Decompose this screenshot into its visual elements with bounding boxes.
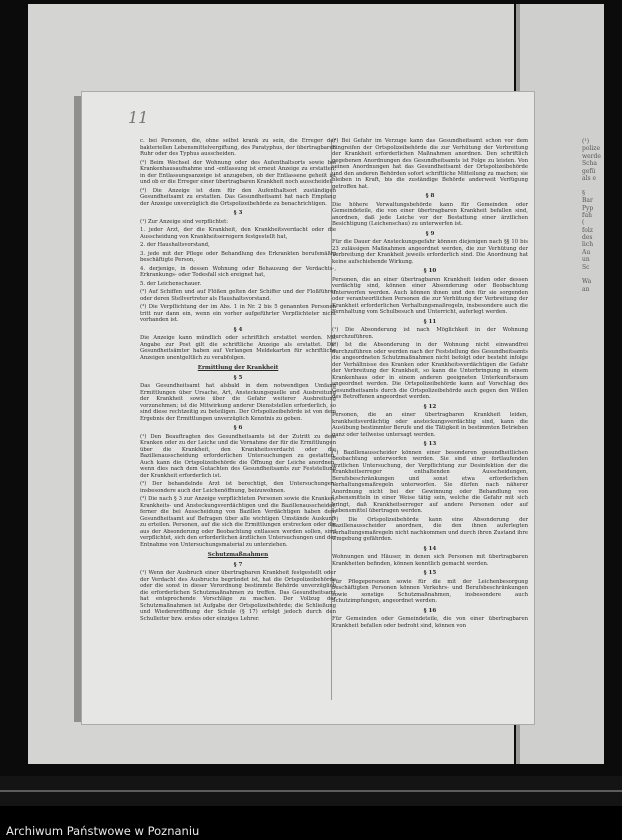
fragment-line: Au — [582, 248, 591, 256]
fragment-line: § — [582, 189, 585, 197]
page-shadow — [74, 96, 82, 722]
fragment-line — [582, 271, 601, 278]
paragraph: 2. der Haushaltsvorstand, — [140, 242, 210, 248]
paragraph: (²) Auf Schiffen und auf Flößen gelten der Schiffer und der Floßführer oder deren Stellvertreter als Haushaltsvorstand. — [140, 289, 336, 302]
paragraph: Die Anzeige kann mündlich oder schriftlich erstattet werden. Mit Angabe zur Post gilt die schriftliche Anzeige als erstattet. Die Gesundheitsämter haben auf Verlangen Meldekarten für schriftliche Anzeigen unentgeltlich zu verabfolgen. — [140, 335, 336, 361]
fragment-line — [582, 293, 601, 300]
section-number: § 9 — [425, 230, 435, 237]
section-number: § 6 — [233, 425, 243, 431]
section-number: § 16 — [423, 607, 437, 614]
scanner-edge-band — [0, 776, 622, 806]
left-text-column — [140, 138, 336, 624]
fragment-line: gefü — [582, 167, 596, 175]
paragraph: Personen, die an einer übertragbaren Krankheit leiden, krankheitsverdächtig oder ansteckungsverdächtig sind, kann die Ausübung bestimmter Berufe und die Tätigkeit in bestimmten Betrieben ganz oder teilweise untersagt werden. — [332, 412, 528, 438]
paragraph: (¹) Die Absonderung ist nach Möglichkeit in der Wohnung durchzuführen. — [332, 327, 528, 340]
fragment-line: lich — [582, 241, 594, 249]
fragment-line: polize — [582, 145, 601, 153]
paragraph: 3. jede mit der Pflege oder Behandlung des Erkrankten berufsmäßig beschäftigte Person, — [140, 250, 336, 263]
fragment-line: folz — [582, 226, 593, 234]
fragment-line — [582, 182, 601, 189]
section-number: § 14 — [423, 545, 437, 552]
paragraph: Für Pflegepersonen sowie für die mit der Leichenbesorgung beschäftigten Personen können Verkehrs- und Berufsbeschränkungen sowie sonstige Schutzmaßnahmen, insbesondere auch Schutzimpfungen, angeordnet werden. — [332, 578, 528, 604]
paragraph: (²) Ist die Absonderung in der Wohnung nicht einwandfrei durchzuführen oder werden nach der Feststellung des Gesundheitsamts die angeordneten Schutzmaßnahmen nicht befolgt oder besteht infolge der Verhältnisse des Kranken oder Krankheitsverdächtigen die Gefahr der Verbreitung der Krankheit, so kann die Unterbringung in einem Krankenhaus oder in einem anderen geeigneten Unterkunftsraum angeordnet werden. Die Ortspolizeibehörde kann auf Vorschlag des Gesundheitsamts durch die Ortspolizeibehörde auch gegen den Willen des Betroffenen angeordnet werden. — [332, 342, 528, 400]
paragraph: Die höhere Verwaltungsbehörde kann für Gemeinden oder Gemeindeteile, die von einer übertragbaren Krankheit befallen sind, anordnen, daß jede Leiche vor der Bestattung einer ärztlichen Besichtigung (Leichenschau) zu unterwerfen ist. — [332, 201, 528, 227]
paragraph: (²) Beim Wechsel der Wohnung oder des Aufenthaltsorts sowie bei Krankenhausaufnahme und -entlassung ist erneut Anzeige zu erstatten; in der Entlassungsanzeige ist anzugeben, ob der Entlassene geheilt ist und ob er die Erreger einer übertragbaren Krankheit noch ausscheidet. — [140, 159, 336, 185]
fragment-line: Scha — [582, 160, 597, 168]
paragraph: (³) Die Verpflichtung der im Abs. 1 in Nr. 2 bis 5 genannten Personen tritt nur dann ein, wenn ein vorher aufgeführter Verpflichteter nicht vorhanden ist. — [140, 304, 336, 323]
paragraph: Personen, die an einer übertragbaren Krankheit leiden oder dessen verdächtig sind, können einer Absonderung oder Beobachtung unterworfen werden. Auch können ihnen und den für sie sorgenden oder verantwortlichen Personen die zur Verhütung der Verbreitung der Krankheit erforderlichen Verhaltungsmaßregeln, insbesondere auch die Fernhaltung vom Schulbesuch und Unterricht, auferlegt werden. — [332, 276, 528, 315]
section-number: § 12 — [423, 403, 437, 410]
paragraph: (³) Die nach § 3 zur Anzeige verpflichteten Personen sowie die Kranken, Krankheits- und Ansteckungsverdächtigen und die Bazillenausscheider, ferner die bei Ausscheidung von Bazillen Verdächtigen haben dem Gesundheitsamt auf Befragen über alle wichtigen Umstände Auskunft zu erteilen. Personen, auf die sich die Ermittlungen erstrecken oder die aus der Absonderung oder Beobachtung entlassen werden sollen, sind verpflichtet, sich den erforderlichen ärztlichen Untersuchungen und der Entnahme von Untersuchungsmaterial zu unterziehen. — [140, 496, 336, 548]
paragraph: (¹) Den Beauftragten des Gesundheitsamts ist der Zutritt zu dem Kranken oder zu der Leiche und die Vornahme der für die Ermittlungen über die Krankheit, den Krankheitsverdacht oder die Bazillenausscheidung erforderlichen Untersuchungen zu gestatten. Auch kann die Ortspolizeibehörde die Öffnung der Leiche anordnen, wenn dies nach dem Gutachten des Gesundheitsamts zur Feststellung der Krankheit erforderlich ist. — [140, 433, 336, 479]
paragraph: 5. der Leichenschauer. — [140, 280, 202, 287]
paragraph: (²) Bei Gefahr im Verzuge kann das Gesundheitsamt schon vor dem Eingreifen der Ortspolizeibehörde die zur Verhütung der Verbreitung der Krankheit erforderlichen Maßnahmen anordnen. Den schriftlich gegebenen Anordnungen des Gesundheitsamts ist Folge zu leisten. Von seinen Anordnungen hat das Gesundheitsamt der Ortspolizeibehörde und den anderen Behörden sofort schriftliche Mitteilung zu machen; sie bleiben in Kraft, bis die zuständige Behörde anderweit Verfügung getroffen hat. — [332, 138, 528, 190]
section-number: § 13 — [423, 441, 437, 447]
right-text-column — [332, 138, 528, 631]
page-number: 11 — [128, 108, 149, 127]
fragment-line: Bar — [582, 197, 593, 205]
section-heading: Schutzmaßnahmen — [207, 552, 269, 558]
paragraph: Wohnungen und Häuser, in denen sich Personen mit übertragbaren Krankheiten befinden, können kenntlich gemacht werden. — [332, 554, 528, 567]
section-number: § 4 — [233, 326, 243, 333]
section-number: § 3 — [233, 210, 243, 216]
paragraph: (³) Die Anzeige ist dem für den Aufenthaltsort zuständigen Gesundheitsamt zu erstatten. Das Gesundheitsamt hat nach Empfang der Anzeige unverzüglich die Ortspolizeibehörde zu benachrichtigen. — [140, 187, 336, 207]
section-number: § 10 — [423, 268, 437, 274]
fragment-line: Sc — [582, 263, 590, 271]
fragment-line: fuh — [582, 211, 592, 219]
fragment-line: (¹) — [582, 138, 590, 145]
fragment-line: Pyp — [582, 204, 594, 212]
paragraph: (²) Die Ortspolizeibehörde kann eine Absonderung der Bazillenausscheider anordnen, die den ihnen auferlegten Verhaltungsmaßregeln nicht nachkommen und durch ihren Zustand ihre Umgebung gefährden. — [332, 516, 528, 542]
adjacent-page-text — [582, 138, 601, 308]
paragraph: 1. jeder Arzt, der die Krankheit, den Krankheitsverdacht oder die Ausscheidung von Krankheitserregern festgestellt hat, — [140, 227, 336, 240]
section-number: § 7 — [233, 561, 243, 568]
section-number: § 8 — [425, 193, 435, 199]
fragment-line: ( — [582, 219, 585, 227]
archive-name: Archiwum Państwowe w Poznaniu — [6, 824, 200, 838]
paragraph: (¹) Wenn der Ausbruch einer übertragbaren Krankheit festgestellt oder der Verdacht des Ausbruchs begründet ist, hat die Ortspolizeibehörde oder die sonst in dieser Verordnung bestimmte Behörde unverzüglich die erforderlichen Schutzmaßnahmen zu treffen. Das Gesundheitsamt hat entsprechende Vorschläge zu machen. Der Vollzug der Schutzmaßnahmen ist Aufgabe der Ortspolizeibehörde; die Schließung und Wiedereröffnung der Schule (§ 17) erfolgt jedoch durch den Schulleiter bzw. erstes oder einziges Lehrer. — [140, 570, 336, 622]
fragment-line — [582, 301, 601, 308]
section-number: § 15 — [423, 570, 437, 576]
fragment-line: un — [582, 256, 590, 264]
paragraph: Das Gesundheitsamt hat alsbald in dem notwendigen Umfang Ermittlungen über Ursache, Art, Ansteckungsquelle und Ausbreitung der Krankheit sowie über die Gefahr weiterer Ausbreitung vorzunehmen; ist die Mitwirkung anderer Dienststellen erforderlich, so sind diese rechtzeitig zu beteiligen. Der Ortspolizeibehörde ist von dem Ergebnis der Ermittlungen unverzüglich Kenntnis zu geben. — [140, 383, 336, 422]
section-number: § 11 — [423, 318, 437, 325]
fragment-line: Wa — [582, 278, 592, 286]
paragraph: c. bei Personen, die, ohne selbst krank zu sein, die Erreger der bakteriellen Lebensmittelvergiftung, des Paratyphus, der übertragbaren Ruhr oder des Typhus ausscheiden. — [140, 138, 336, 157]
fragment-line: an — [582, 285, 590, 293]
section-number: § 5 — [233, 374, 243, 381]
paragraph: (²) Der behandelnde Arzt ist berechtigt, den Untersuchungen, insbesondere auch der Leichenöffnung, beizuwohnen. — [140, 481, 336, 494]
paragraph: (¹) Zur Anzeige sind verpflichtet: — [140, 218, 229, 225]
paragraph: Für Gemeinden oder Gemeindeteile, die von einer übertragbaren Krankheit befallen oder bedroht sind, können von — [332, 616, 528, 629]
archive-footer — [0, 806, 622, 840]
fragment-line: des — [582, 234, 593, 242]
paragraph: 4. derjenige, in dessen Wohnung oder Behausung der Verdachts-, Erkrankungs- oder Todesfall sich ereignet hat, — [140, 265, 336, 278]
section-heading: Ermittlung der Krankheit — [197, 365, 279, 371]
fragment-line: werde — [582, 152, 601, 160]
fragment-line: als e — [582, 174, 597, 182]
scan-rule — [0, 790, 622, 792]
paragraph: (¹) Bazillenausscheider können einer besonderen gesundheitlichen Beobachtung unterworfen werden. Sie sind einer fortlaufenden ärztlichen Untersuchung, der Verpflichtung zur Desinfektion der die Krankheitserreger enthaltenden Ausscheidungen, Berufsbeschränkungen und sonst etwa erforderlichen Verhaltungsmaßregeln unterworfen. Sie dürfen nach näherer Anordnung nicht bei der Gewinnung oder Behandlung von Lebensmitteln in einer Weise tätig sein, welche die Gefahr mit sich bringt, daß Krankheitserreger auf andere Personen oder auf Lebensmittel übertragen werden. — [332, 449, 528, 514]
paragraph: Für die Dauer der Ansteckungsgefahr können diejenigen nach §§ 10 bis 23 zulässigen Maßnahmen angeordnet werden, die zur Verhütung der Verbreitung der Krankheit jeweils erforderlich sind. Die Anordnung hat keine aufschiebende Wirkung. — [332, 239, 528, 265]
